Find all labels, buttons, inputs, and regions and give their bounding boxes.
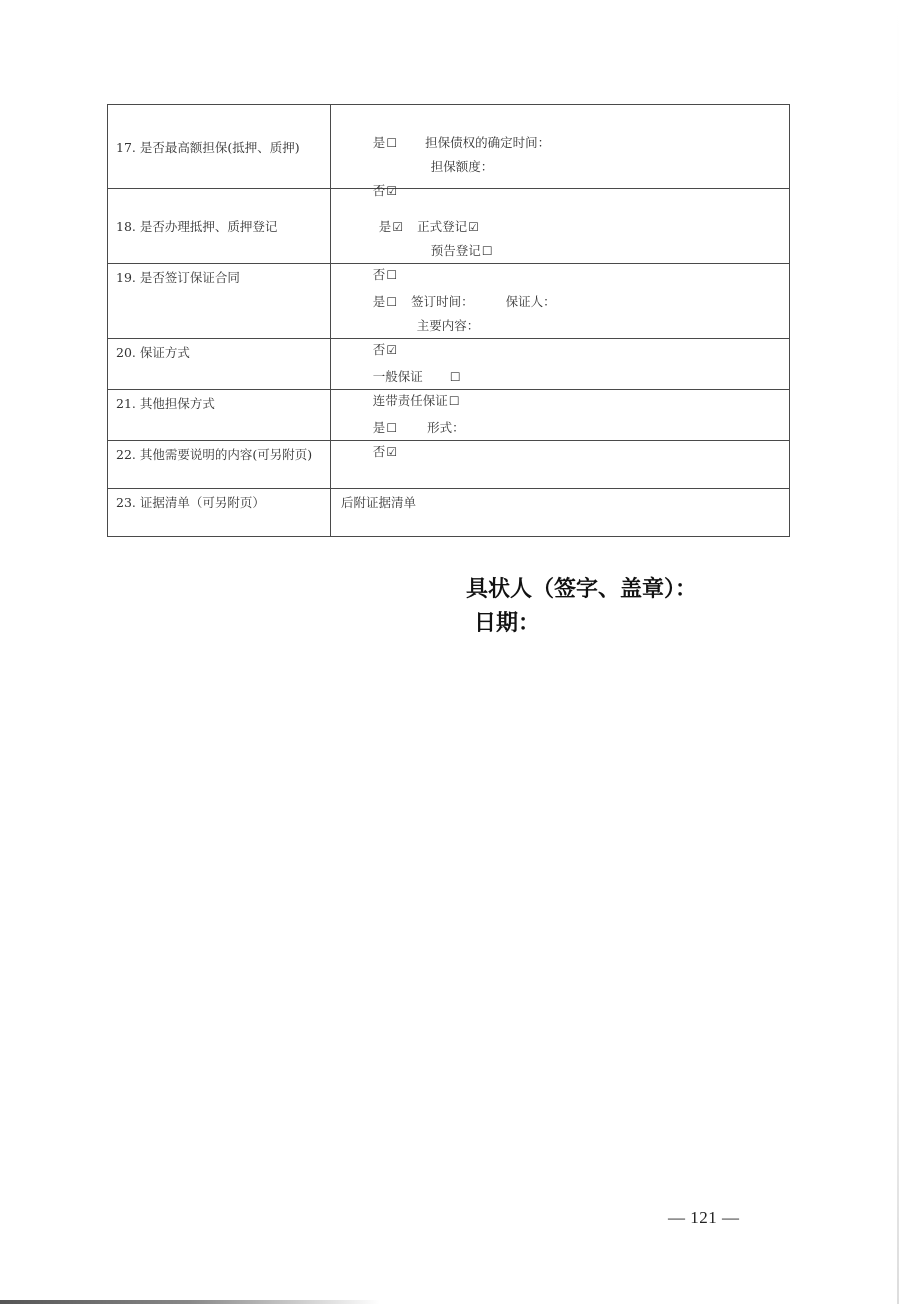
guarantee-form-table: [107, 104, 790, 537]
row-17-label: 17. 是否最高额担保(抵押、质押): [108, 105, 331, 189]
guarantee-amount-label: 担保额度：: [430, 159, 494, 174]
table-row-22: [108, 441, 790, 489]
table-row-18: [108, 189, 790, 264]
row-20-label: 20. 保证方式: [108, 339, 331, 390]
signer-label: 具状人（签字、盖章）：: [466, 576, 698, 602]
scan-shadow-decoration: [0, 1300, 380, 1304]
row-18-label: 18. 是否办理抵押、质押登记: [108, 189, 331, 264]
main-content-label: 主要内容：: [416, 318, 480, 333]
unchecked-box-icon[interactable]: ☐: [449, 370, 461, 384]
unchecked-box-icon[interactable]: ☐: [386, 295, 398, 309]
row-22-value-empty[interactable]: [331, 441, 790, 489]
table-row-17: [108, 105, 790, 189]
checked-box-icon[interactable]: ☑: [392, 220, 404, 234]
joint-liability-guarantee-option: 连带责任保证: [372, 393, 448, 408]
row-18-value: [331, 189, 790, 282]
row-19-value: [331, 264, 790, 357]
general-guarantee-option: 一般保证: [372, 369, 423, 384]
unchecked-box-icon[interactable]: ☐: [448, 394, 460, 408]
advance-notice-registration-label: 预告登记: [430, 243, 481, 258]
row-19-label: 19. 是否签订保证合同: [108, 264, 331, 339]
row-20-value: [331, 339, 790, 408]
table-row-19: [108, 264, 790, 339]
no-option: 否: [372, 444, 386, 459]
table-row-23: [108, 489, 790, 537]
page-number: — 121 —: [668, 1208, 740, 1227]
yes-option: 是: [372, 294, 386, 309]
no-option: 否: [372, 267, 386, 282]
unchecked-box-icon[interactable]: ☐: [386, 136, 398, 150]
evidence-list-attached-text: 后附证据清单: [341, 495, 417, 510]
checked-box-icon[interactable]: ☑: [386, 445, 398, 459]
no-option: 否: [372, 183, 386, 198]
yes-option: 是: [378, 219, 392, 234]
table-row-20: [108, 339, 790, 390]
signing-time-label: 签订时间：: [411, 294, 474, 309]
checked-box-icon[interactable]: ☑: [386, 184, 398, 198]
date-label: 日期：: [474, 610, 541, 636]
row-23-value: [331, 489, 790, 537]
row-21-label: 21. 其他担保方式: [108, 390, 331, 441]
formal-registration-label: 正式登记: [417, 219, 468, 234]
row-23-label: 23. 证据清单（可另附页）: [108, 489, 331, 537]
row-17-value: [331, 105, 790, 198]
checked-box-icon[interactable]: ☑: [468, 220, 479, 234]
checked-box-icon[interactable]: ☑: [386, 343, 398, 357]
yes-option: 是: [372, 420, 386, 435]
unchecked-box-icon[interactable]: ☐: [386, 421, 398, 435]
yes-option: 是: [372, 135, 386, 150]
form-label: 形式：: [427, 420, 465, 435]
row-22-label: 22. 其他需要说明的内容(可另附页): [108, 441, 331, 489]
unchecked-box-icon[interactable]: ☐: [481, 244, 493, 258]
secured-claim-determination-time-label: 担保债权的确定时间：: [425, 135, 551, 150]
unchecked-box-icon[interactable]: ☐: [386, 268, 398, 282]
no-option: 否: [372, 342, 386, 357]
guarantor-label: 保证人：: [505, 294, 556, 309]
signature-block: [466, 572, 697, 640]
